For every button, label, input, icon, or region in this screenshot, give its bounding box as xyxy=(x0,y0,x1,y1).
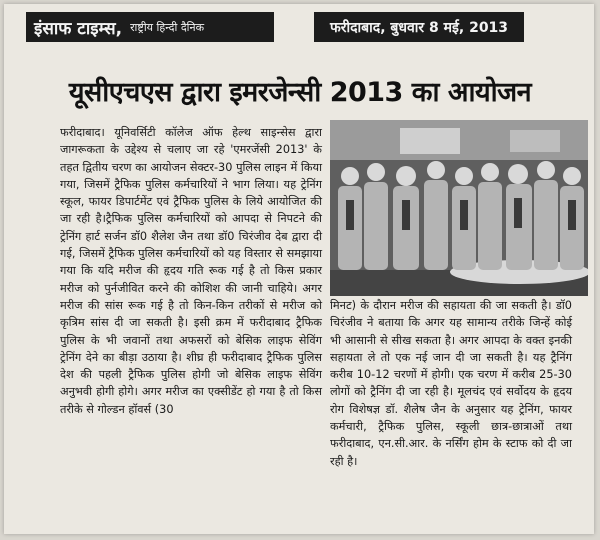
masthead-dateline xyxy=(314,12,524,42)
newspaper-tagline: राष्ट्रीय हिन्दी दैनिक xyxy=(130,20,205,34)
article-column-left xyxy=(60,124,322,418)
masthead-left xyxy=(26,12,274,42)
article-body-right: मिनट) के दौरान मरीज की सहायता की जा सकती है। डॉ0 चिरंजीव ने बताया कि अगर यह सामान्य तरीके जिन्हें कोई भी आसानी से सीख सकता है। अगर आपदा के वक्त इनकी सहायता ले तो एक नई जान दी जा सकती है। यह ट्रैनिंग करीब 10-12 चरणों में होगी। एक चरण में करीब 25-30 लोगों को ट्रैनिंग दी जा रही है। मूलचंद एवं सर्वोदय के हृदय रोग विशेषज्ञ डॉ. शैलेष जैन के अनुसार यह ट्रेनिंग, फायर कर्मचारी, ट्रैफिक पुलिस, स्कूली छात्र-छात्राओं तथा फरीदाबाद, एन.सी.आर. के नर्सिंग होम के स्टाफ को दी जा रही है। xyxy=(330,299,572,468)
dateline-text: फरीदाबाद, बुधवार 8 मई, 2013 xyxy=(329,19,509,36)
article-body-left: फरीदाबाद। यूनिवर्सिटी कॉलेज ऑफ हेल्थ साइन्सेस द्वारा जागरूकता के उद्देश्य से चलाए जा रहे 'एमरजेंसी 2013' के तहत द्वितीय चरण का आयोजन सेक्टर-30 पुलिस लाइन में किया गया, जिसमें ट्रैफिक पुलिस कर्मचारियों ने भाग लिया। यह ट्रेनिंग स्कूल, फायर डिपार्टमेंट एवं ट्रैफिक पुलिस के लिये आयोजित की जा रही है।ट्रैफिक पुलिस कर्मचारियों को आपदा से निपटने की ट्रेनिंग हार्ट सर्जन डॉ0 शैलेश जैन तथा डॉ0 चिरंजीव देब द्वारा दी गई, जिसमें ट्रैफिक पुलिस कर्मचारियों को यह विस्तार से समझाया गया कि यदि मरीज की हृदय गति रूक गई है तो किस प्रकार मरीज को पुर्नजीवित करने की कोशिश की जानी चाहिये। अगर मरीज की सांस रूक गई है तो किन-किन तरीकों से मरीज को कृत्रिम सांस दी जा सकती है। इसी क्रम में फरीदाबाद ट्रैफिक पुलिस के भी जवानों तथा अफसरों को बेसिक लाइफ सेविंग ट्रेनिंग देने का बीड़ा उठाया है। शीघ्र ही फरीदाबाद ट्रैफिक पुलिस देश की पहली ट्रैफिक पुलिस होगी जो बेसिक लाइफ सेविंग अनुभवी होगी होगे। अगर मरीज का एक्सीडेंट हो गया है तो किस तरीके से गोल्डन हॉवर्स (30 xyxy=(60,126,322,416)
article-headline: यूसीएचएस द्वारा इमरजेन्सी 2013 का आयोजन xyxy=(68,77,532,108)
event-photo xyxy=(330,120,588,296)
newspaper-name: इंसाफ टाइम्स, xyxy=(34,18,123,39)
article-column-right xyxy=(330,297,572,470)
photo-illustration xyxy=(330,120,588,296)
